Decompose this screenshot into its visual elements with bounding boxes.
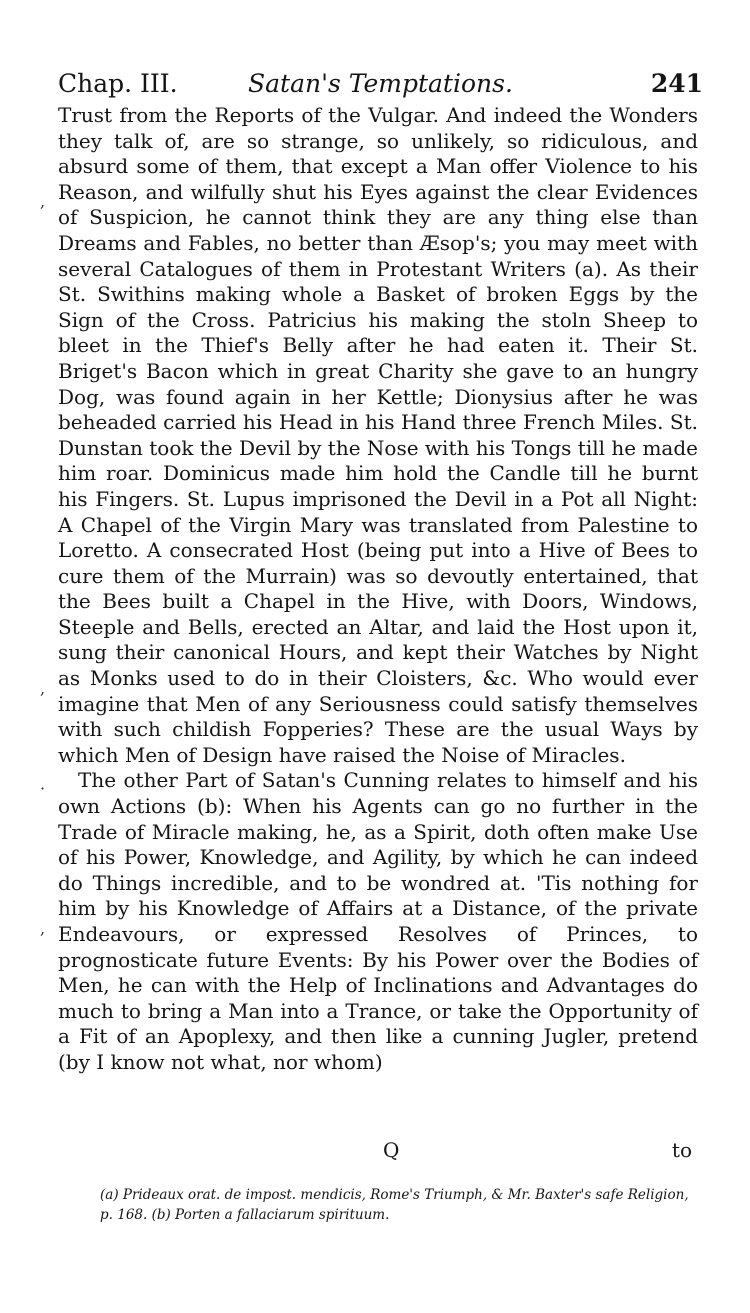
footnotes: [100, 1185, 700, 1225]
footnote-a: (a) Prideaux orat. de impost. mendicis, Rome's Triumph, & Mr. Baxter's safe Religion, p. 168.: [100, 1187, 689, 1223]
footnote-b: (b) Porten a fallaciarum spirituum.: [151, 1207, 390, 1223]
chapter-label: Chap. III.: [58, 69, 178, 98]
margin-mark: ,: [40, 679, 46, 698]
body-text: [58, 103, 698, 1076]
catchline: [58, 1137, 698, 1163]
page-number: 241: [650, 69, 703, 98]
running-title: Satan's Temptations.: [248, 69, 513, 98]
margin-mark: ·: [40, 779, 46, 798]
running-header: [58, 64, 703, 104]
margin-mark: ,: [40, 192, 46, 211]
signature-mark: Q: [383, 1138, 400, 1162]
catchword: to: [671, 1138, 692, 1162]
paragraph: Trust from the Reports of the Vulgar. And indeed the Wonders they talk of, are so strange, so unlikely, so ridiculous, and absurd some of them, that except a Man offer Violence to his Reason, and wilfully shut his Eyes against the clear Evidences of Suspicion, he cannot think they are any thing else than Dreams and Fables, no better than Æsop's; you may meet with several Catalogues of them in Protestant Writers (a). As their St. Swithins making whole a Basket of broken Eggs by the Sign of the Cross. Patricius his making the stoln Sheep to bleet in the Thief's Belly after he had eaten it. Their St. Briget's Bacon which in great Charity she gave to an hungry Dog, was found again in her Kettle; Dionysius after he was beheaded carried his Head in his Hand three French Miles. St. Dunstan took the Devil by the Nose with his Tongs till he made him roar. Dominicus made him hold the Candle till he burnt his Fingers. St. Lupus imprisoned the Devil in a Pot all Night: A Chapel of the Virgin Mary was translated from Palestine to Loretto. A consecrated Host (being put into a Hive of Bees to cure them of the Murrain) was so devoutly entertained, that the Bees built a Chapel in the Hive, with Doors, Windows, Steeple and Bells, erected an Altar, and laid the Host upon it, sung their canonical Hours, and kept their Watches by Night as Monks used to do in their Cloisters, &c. Who would ever imagine that Men of any Seriousness could satisfy themselves with such childish Fopperies? These are the usual Ways by which Men of Design have raised the Noise of Miracles.: [58, 103, 698, 767]
margin-mark: ,: [40, 919, 46, 938]
paragraph: The other Part of Satan's Cunning relates to himself and his own Actions (b): When his Agents can go no further in the Trade of Miracle making, he, as a Spirit, doth often make Use of his Power, Knowledge, and Agility, by which he can indeed do Things incredible, and to be wondred at. 'Tis nothing for him by his Knowledge of Affairs at a Distance, of the private Endeavours, or expressed Resolves of Princes, to prognosticate future Events: By his Power over the Bodies of Men, he can with the Help of Inclinations and Advantages do much to bring a Man into a Trance, or take the Opportunity of a Fit of an Apoplexy, and then like a cunning Jugler, pretend (by I know not what, nor whom): [58, 768, 698, 1074]
